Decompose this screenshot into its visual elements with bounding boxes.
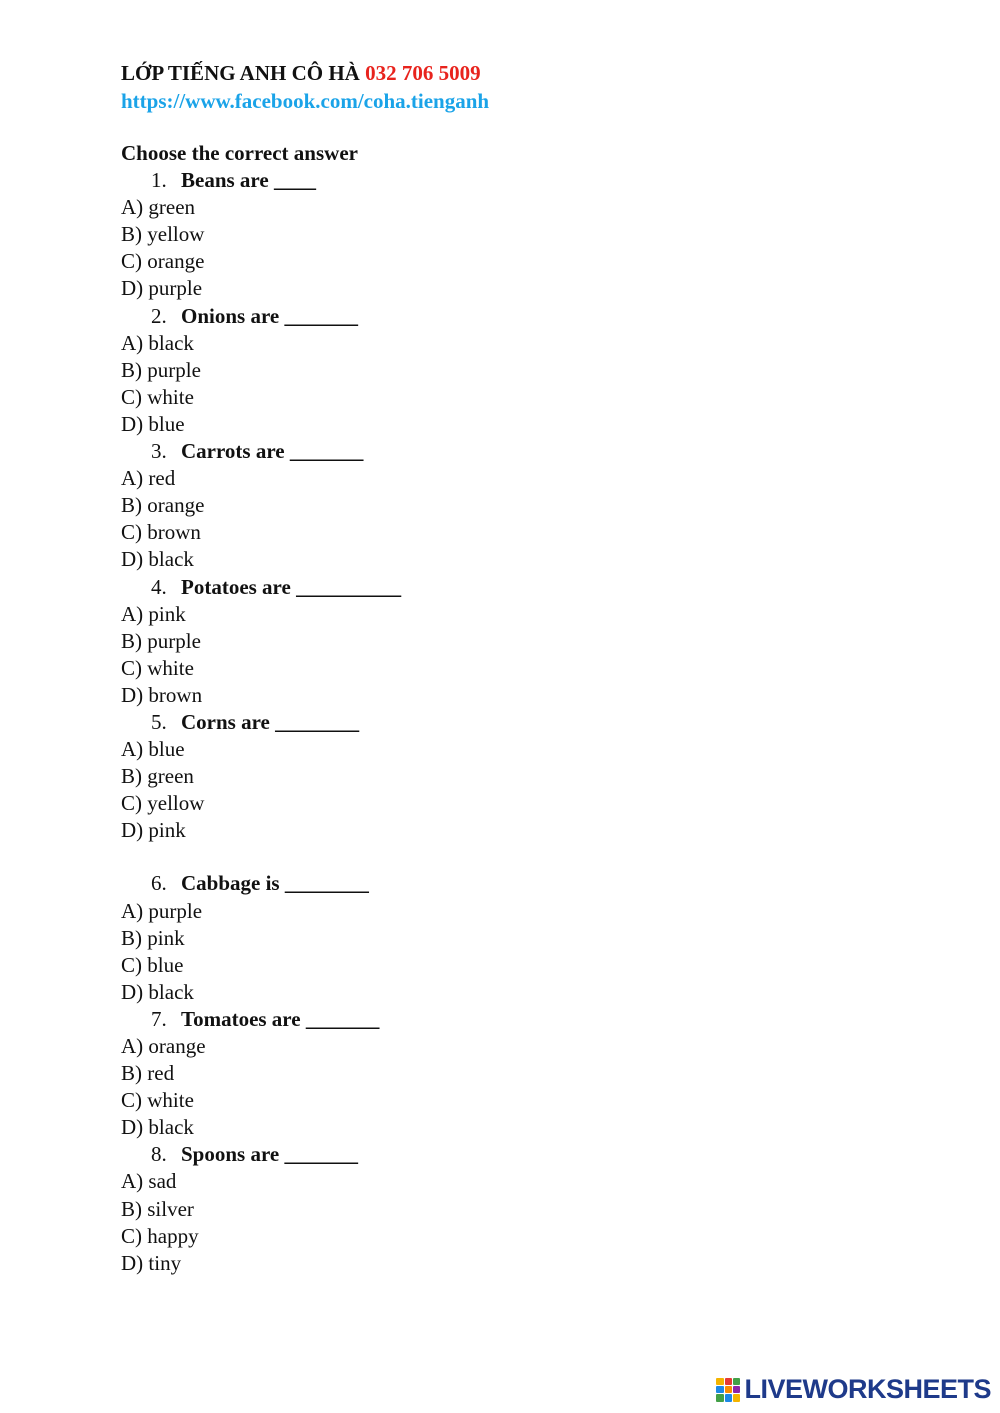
- answer-option[interactable]: B) pink: [121, 925, 185, 950]
- answer-option[interactable]: C) white: [121, 655, 194, 680]
- answer-option[interactable]: C) orange: [121, 249, 205, 274]
- answer-option[interactable]: B) yellow: [121, 222, 205, 247]
- answer-option[interactable]: A) sad: [121, 1169, 177, 1194]
- question-number: 3.: [151, 439, 167, 464]
- question-list: [121, 167, 921, 1277]
- question-number: 4.: [151, 574, 167, 599]
- answer-option[interactable]: A) red: [121, 466, 176, 491]
- question-text: Potatoes are __________: [181, 574, 402, 599]
- phone-number: 032 706 5009: [365, 61, 481, 85]
- answer-option[interactable]: C) blue: [121, 952, 184, 977]
- question-text: Corns are ________: [181, 709, 360, 734]
- answer-option[interactable]: D) pink: [121, 818, 186, 843]
- answer-option[interactable]: B) silver: [121, 1196, 194, 1221]
- worksheet: [121, 58, 921, 1277]
- answer-option[interactable]: D) black: [121, 1115, 194, 1140]
- section-gap: [121, 844, 921, 870]
- answer-option[interactable]: B) purple: [121, 628, 201, 653]
- answer-option[interactable]: A) purple: [121, 898, 203, 923]
- answer-option[interactable]: C) yellow: [121, 791, 205, 816]
- question-number: 2.: [151, 303, 167, 328]
- answer-option[interactable]: A) blue: [121, 737, 185, 762]
- answer-option[interactable]: B) orange: [121, 493, 205, 518]
- question-6: [121, 870, 921, 897]
- answer-option[interactable]: B) green: [121, 764, 194, 789]
- question-2: [121, 303, 921, 330]
- question-3: [121, 438, 921, 465]
- question-number: 7.: [151, 1006, 167, 1031]
- question-text: Carrots are _______: [181, 439, 364, 464]
- school-header: [121, 58, 921, 88]
- answer-option[interactable]: C) white: [121, 1088, 194, 1113]
- answer-option[interactable]: D) black: [121, 979, 194, 1004]
- answer-option[interactable]: A) black: [121, 330, 194, 355]
- answer-option[interactable]: A) pink: [121, 601, 186, 626]
- school-name: LỚP TIẾNG ANH CÔ HÀ: [121, 61, 360, 85]
- question-8: [121, 1141, 921, 1168]
- instruction: Choose the correct answer: [121, 141, 358, 165]
- answer-option[interactable]: D) black: [121, 547, 194, 572]
- question-1: [121, 167, 921, 194]
- liveworksheets-logo-icon: [716, 1378, 740, 1402]
- answer-option[interactable]: C) brown: [121, 520, 201, 545]
- question-4: [121, 574, 921, 601]
- question-text: Tomatoes are _______: [181, 1006, 380, 1031]
- answer-option[interactable]: B) purple: [121, 357, 201, 382]
- brand-name: LIVEWORKSHEETS: [744, 1374, 991, 1404]
- question-number: 8.: [151, 1142, 167, 1167]
- question-5: [121, 709, 921, 736]
- answer-option[interactable]: D) brown: [121, 682, 203, 707]
- answer-option[interactable]: C) happy: [121, 1223, 199, 1248]
- question-number: 1.: [151, 168, 167, 193]
- answer-option[interactable]: D) purple: [121, 276, 203, 301]
- answer-option[interactable]: A) green: [121, 195, 196, 220]
- answer-option[interactable]: C) white: [121, 384, 194, 409]
- question-text: Cabbage is ________: [181, 871, 369, 896]
- question-number: 5.: [151, 709, 167, 734]
- answer-option[interactable]: A) orange: [121, 1034, 206, 1058]
- question-text: Spoons are _______: [181, 1142, 358, 1167]
- question-text: Beans are ____: [181, 168, 316, 193]
- answer-option[interactable]: B) red: [121, 1061, 175, 1086]
- answer-option[interactable]: D) tiny: [121, 1250, 182, 1275]
- facebook-link[interactable]: https://www.facebook.com/coha.tienganh: [121, 89, 490, 113]
- answer-option[interactable]: D) blue: [121, 411, 185, 436]
- question-number: 6.: [151, 871, 167, 896]
- question-text: Onions are _______: [181, 303, 358, 328]
- liveworksheets-brand: [716, 1374, 991, 1405]
- question-7: [121, 1006, 921, 1033]
